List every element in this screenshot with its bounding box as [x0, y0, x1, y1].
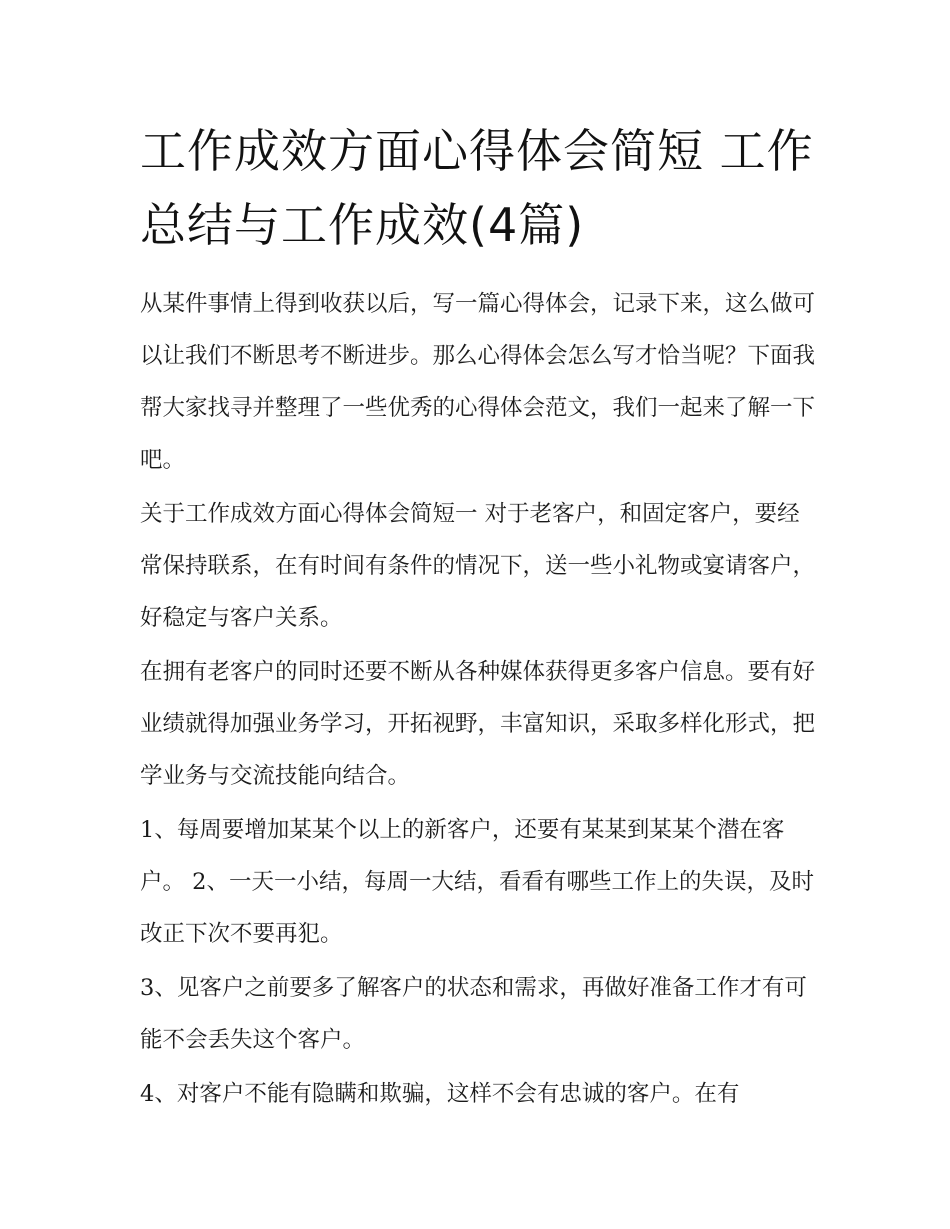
section-one-paragraph: 关于工作成效方面心得体会简短一 对于老客户，和固定客户，要经常保持联系，在有时间有条件的情况下，送一些小礼物或宴请客户，好稳定与客户关系。 [140, 501, 816, 631]
document-body [140, 278, 820, 1122]
new-clients-paragraph: 在拥有老客户的同时还要不断从各种媒体获得更多客户信息。要有好业绩就得加强业务学习，开拓视野，丰富知识，采取多样化形式，把学业务与交流技能向结合。 [140, 659, 816, 789]
list-item-1-2: 1、每周要增加某某个以上的新客户，还要有某某到某某个潜在客户。 2、一天一小结，每周一大结，看看有哪些工作上的失误，及时改正下次不要再犯。 [140, 817, 814, 947]
document-title: 工作成效方面心得体会简短 工作总结与工作成效(4篇) [140, 124, 814, 252]
intro-paragraph: 从某件事情上得到收获以后，写一篇心得体会，记录下来，这么做可以让我们不断思考不断进步。那么心得体会怎么写才恰当呢？下面我帮大家找寻并整理了一些优秀的心得体会范文，我们一起来了解一下吧。 [140, 291, 816, 473]
list-item-4: 4、对客户不能有隐瞒和欺骗，这样不会有忠诚的客户。在有 [140, 1081, 740, 1107]
list-item-3: 3、见客户之前要多了解客户的状态和需求，再做好准备工作才有可能不会丢失这个客户。 [140, 975, 807, 1053]
